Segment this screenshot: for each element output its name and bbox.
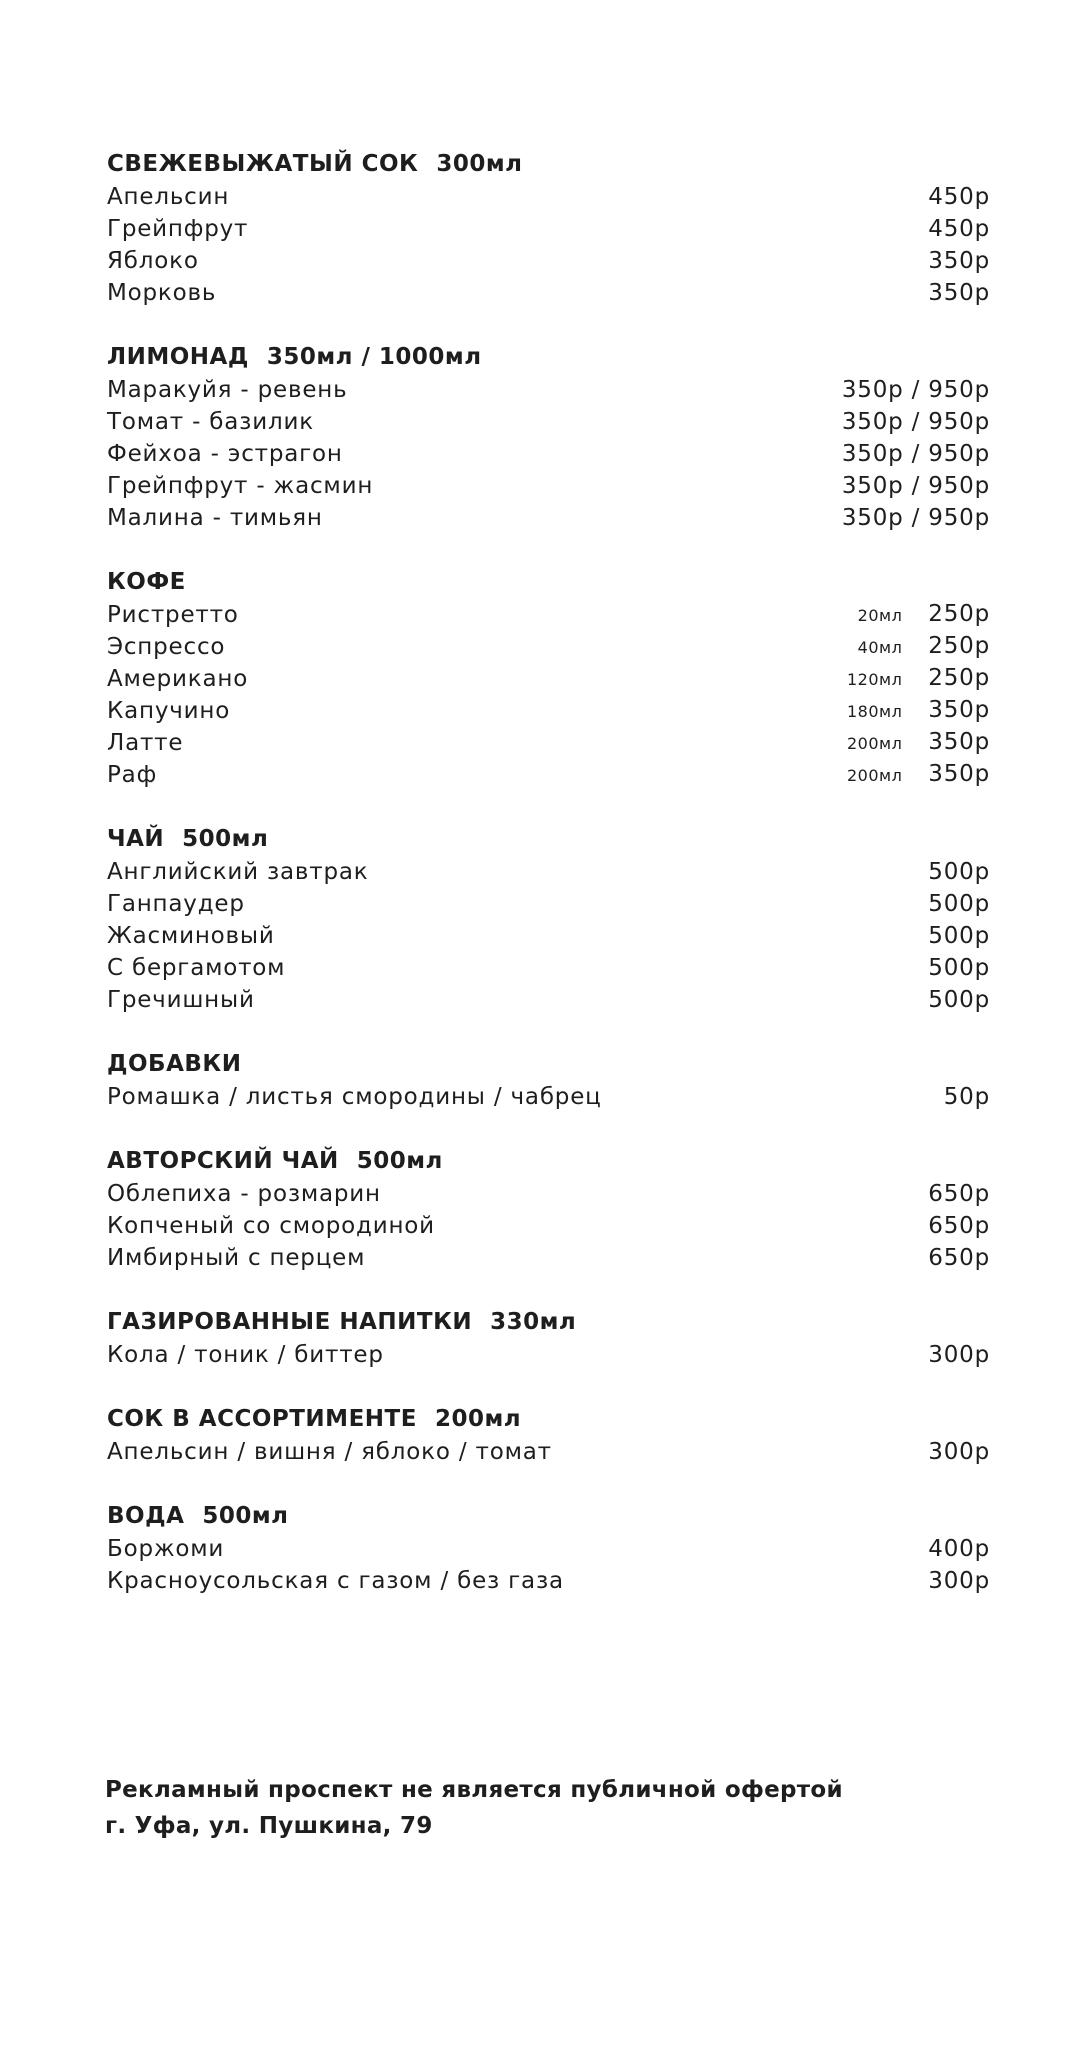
item-name: Фейхоа - эстрагон [107,441,343,467]
menu-item [107,277,990,309]
section-heading [107,1403,990,1436]
item-name: Апельсин / вишня / яблоко / томат [107,1439,552,1465]
section-title: ДОБАВКИ [107,1051,242,1077]
section-heading [107,566,990,599]
item-price: 350р [928,761,990,787]
section-coffee [107,566,990,791]
item-name: Американо [107,666,249,692]
section-heading [107,823,990,856]
item-name: Имбирный с перцем [107,1245,366,1271]
menu-item [107,888,990,920]
item-name: Яблоко [107,248,199,274]
section-heading [107,148,990,181]
menu-item [107,1436,990,1468]
menu-item [107,438,990,470]
item-name: Грейпфрут - жасмин [107,473,374,499]
section-water [107,1500,990,1597]
menu-item [107,374,990,406]
item-price: 250р [928,665,990,691]
item-price: 350р / 950р [841,473,990,499]
item-price: 500р [928,987,990,1013]
item-price: 650р [928,1213,990,1239]
item-name: Раф [107,762,158,788]
item-size: 200мл [846,734,903,753]
section-soft-drinks [107,1306,990,1371]
item-name: Томат - базилик [107,409,314,435]
item-price: 500р [928,891,990,917]
section-title: ЧАЙ [107,826,165,852]
menu-item [107,245,990,277]
item-name: Жасминовый [107,923,275,949]
address-text: г. Уфа, ул. Пушкина, 79 [105,1813,433,1839]
item-name: Красноусольская с газом / без газа [107,1568,564,1594]
item-price: 650р [928,1181,990,1207]
item-name: Ристретто [107,602,239,628]
item-name: Малина - тимьян [107,505,323,531]
section-volume: 300мл [436,151,523,177]
menu-item [107,631,990,663]
item-name: Облепиха - розмарин [107,1181,381,1207]
section-heading [107,1500,990,1533]
menu-item [107,1533,990,1565]
section-title: ЛИМОНАД [107,344,249,370]
item-price: 250р [928,601,990,627]
item-name: Кола / тоник / биттер [107,1342,384,1368]
item-price: 350р [928,729,990,755]
menu-item [107,406,990,438]
item-price: 400р [928,1536,990,1562]
item-price: 350р / 950р [841,377,990,403]
item-price: 350р / 950р [841,505,990,531]
item-name: Ромашка / листья смородины / чабрец [107,1084,602,1110]
menu-item [107,502,990,534]
section-title: ГАЗИРОВАННЫЕ НАПИТКИ [107,1309,473,1335]
menu-item [107,695,990,727]
section-heading [107,341,990,374]
item-price: 350р [928,697,990,723]
section-title: СВЕЖЕВЫЖАТЫЙ СОК [107,151,419,177]
item-name: Копченый со смородиной [107,1213,435,1239]
menu-item [107,1242,990,1274]
item-price: 250р [928,633,990,659]
menu-item [107,1210,990,1242]
item-size: 180мл [846,702,903,721]
item-size: 120мл [846,670,903,689]
item-name: Морковь [107,280,217,306]
section-volume: 200мл [434,1406,522,1432]
section-tea [107,823,990,1016]
section-volume: 500мл [356,1148,443,1174]
item-price: 50р [943,1084,990,1110]
section-fresh-juice [107,148,990,309]
menu-item [107,1339,990,1371]
section-volume: 500мл [182,826,269,852]
menu-item [107,181,990,213]
menu-item [107,213,990,245]
footer [105,1772,1005,1844]
item-price: 450р [928,216,990,242]
menu-item [107,920,990,952]
menu-item [107,1565,990,1597]
section-volume: 350мл / 1000мл [266,344,482,370]
item-name: Капучино [107,698,231,724]
item-size: 200мл [846,766,903,785]
menu-item [107,984,990,1016]
item-price: 300р [928,1568,990,1594]
menu-item [107,952,990,984]
item-name: Апельсин [107,184,230,210]
section-lemonade [107,341,990,534]
section-additives [107,1048,990,1113]
section-assorted-juice [107,1403,990,1468]
disclaimer-text: Рекламный проспект не является публичной офертой [105,1777,843,1803]
item-price: 350р [928,248,990,274]
menu-item [107,470,990,502]
section-heading [107,1145,990,1178]
section-signature-tea [107,1145,990,1274]
item-price: 500р [928,955,990,981]
drinks-menu [107,148,990,1629]
section-volume: 330мл [490,1309,577,1335]
section-heading [107,1306,990,1339]
item-price: 300р [928,1439,990,1465]
item-price: 450р [928,184,990,210]
menu-item [107,663,990,695]
item-price: 350р / 950р [841,441,990,467]
item-name: Английский завтрак [107,859,369,885]
item-name: Маракуйя - ревень [107,377,348,403]
item-size: 40мл [857,638,903,657]
menu-item [107,759,990,791]
item-price: 500р [928,859,990,885]
menu-item [107,1178,990,1210]
item-name: Эспрессо [107,634,226,660]
section-heading [107,1048,990,1081]
menu-item [107,856,990,888]
item-name: Грейпфрут [107,216,249,242]
menu-item [107,1081,990,1113]
section-title: СОК В АССОРТИМЕНТЕ [107,1406,417,1432]
item-name: Латте [107,730,184,756]
item-name: Гречишный [107,987,255,1013]
item-price: 300р [928,1342,990,1368]
item-price: 350р / 950р [841,409,990,435]
menu-item [107,727,990,759]
section-title: АВТОРСКИЙ ЧАЙ [107,1148,339,1174]
item-size: 20мл [857,606,903,625]
item-name: С бергамотом [107,955,286,981]
section-title: ВОДА [107,1503,185,1529]
item-price: 500р [928,923,990,949]
item-price: 350р [928,280,990,306]
item-name: Боржоми [107,1536,225,1562]
item-price: 650р [928,1245,990,1271]
item-name: Ганпаудер [107,891,245,917]
section-volume: 500мл [202,1503,289,1529]
menu-item [107,599,990,631]
section-title: КОФЕ [107,569,186,595]
